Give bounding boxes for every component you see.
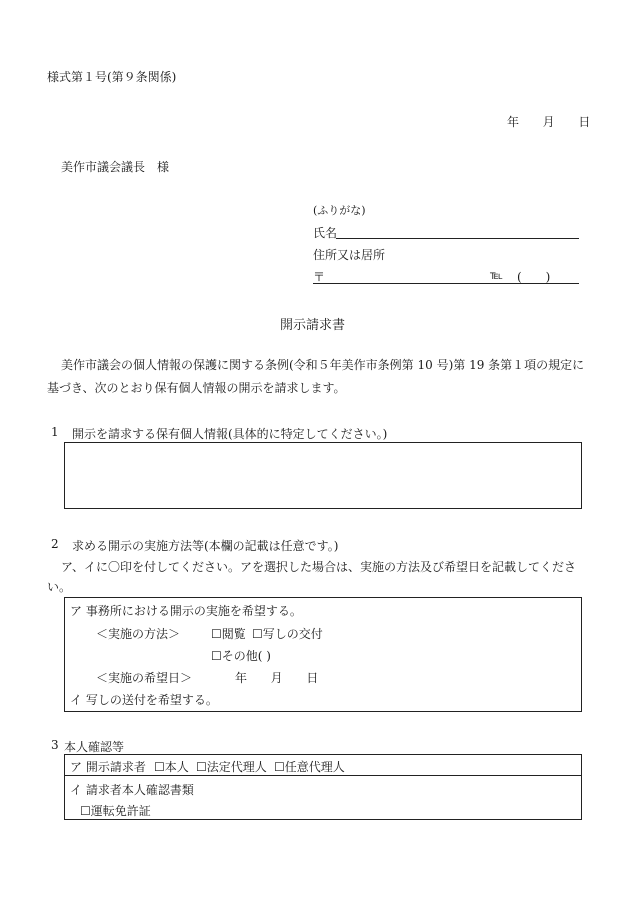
- requester-legal-agent-checkbox[interactable]: ☐法定代理人: [196, 760, 267, 774]
- tel-paren: ( ): [517, 270, 551, 284]
- section1-number: 1: [51, 425, 59, 439]
- method-label: ＜実施の方法＞: [96, 627, 181, 641]
- section1-heading: 開示を請求する保有個人情報(具体的に特定してください。): [72, 427, 388, 441]
- name-label: 氏名: [313, 226, 338, 240]
- row-a-label: ア 開示請求者: [70, 760, 146, 774]
- date-line: [507, 113, 590, 130]
- date-month: 月: [542, 115, 555, 129]
- option-b-mail[interactable]: イ 写しの送付を希望する。: [70, 693, 218, 707]
- row-b-label: イ 請求者本人確認書類: [70, 783, 194, 797]
- postal-mark: 〒: [313, 270, 326, 284]
- intro-line-1: 美作市議会の個人情報の保護に関する条例(令和５年美作市条例第 10 号)第 19 条第１項の規定に: [61, 358, 585, 372]
- option-a-office[interactable]: ア 事務所における開示の実施を希望する。: [70, 604, 302, 618]
- date-year: 年: [507, 115, 520, 129]
- form-number: 様式第１号(第９条関係): [47, 70, 177, 84]
- name-field[interactable]: [336, 238, 579, 239]
- section2-heading: 求める開示の実施方法等(本欄の記載は任意です。): [72, 539, 339, 553]
- drivers-license-checkbox[interactable]: ☐運転免許証: [80, 804, 151, 818]
- address-label: 住所又は居所: [313, 248, 386, 262]
- page-title: 開示請求書: [280, 318, 346, 333]
- furigana-label: (ふりがな): [313, 204, 366, 217]
- requested-info-textbox[interactable]: [64, 442, 582, 509]
- requester-self-checkbox[interactable]: ☐本人: [154, 760, 189, 774]
- method-copy-checkbox[interactable]: ☐写しの交付: [252, 627, 323, 641]
- preferred-date-day: 日: [306, 671, 319, 685]
- section3-heading: 本人確認等: [64, 740, 125, 754]
- intro-line-2: 基づき、次のとおり保有個人情報の開示を請求します。: [47, 381, 346, 395]
- section2-note-line-2: い。: [47, 580, 72, 594]
- addressee: 美作市議会議長 様: [61, 160, 170, 174]
- section2-number: 2: [51, 537, 59, 551]
- preferred-date-year: 年: [235, 671, 248, 685]
- section3-number: 3: [51, 738, 59, 752]
- section2-note-line-1: ア、イに〇印を付してください。アを選択した場合は、実施の方法及び希望日を記載してくださ: [61, 560, 577, 574]
- address-field[interactable]: [313, 283, 579, 284]
- identity-table-divider: [64, 775, 582, 776]
- method-view-checkbox[interactable]: ☐閲覧: [211, 627, 246, 641]
- preferred-date-month: 月: [270, 671, 283, 685]
- method-other-checkbox[interactable]: ☐その他( ): [211, 649, 271, 663]
- tel-label: ℡: [490, 268, 503, 282]
- preferred-date[interactable]: [235, 669, 318, 686]
- date-day: 日: [578, 115, 591, 129]
- requester-voluntary-agent-checkbox[interactable]: ☐任意代理人: [274, 760, 345, 774]
- date-label: ＜実施の希望日＞: [96, 671, 193, 685]
